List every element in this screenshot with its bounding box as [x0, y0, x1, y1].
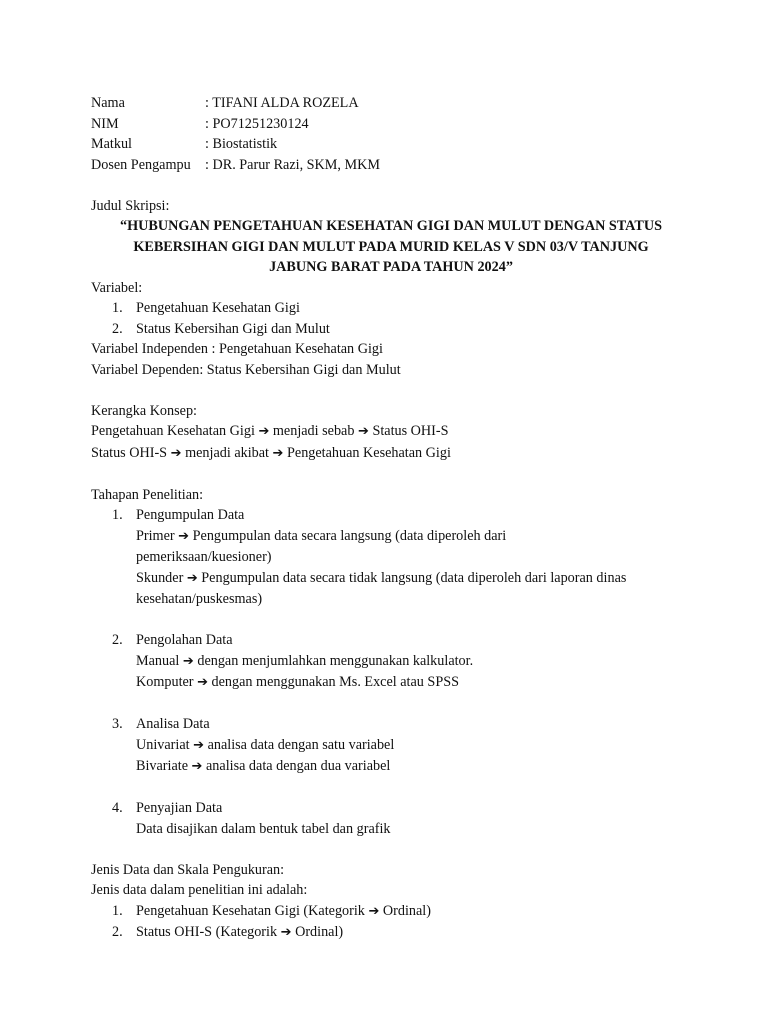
- text-segment: Pengumpulan data secara tidak langsung (data diperoleh dari laporan dinas: [197, 569, 627, 586]
- spacer: [91, 380, 691, 401]
- list-item: [91, 901, 691, 923]
- text-segment: Skunder: [136, 569, 187, 586]
- sub-line: [91, 568, 691, 590]
- list-number: 4.: [112, 800, 123, 816]
- list-item: [91, 714, 691, 735]
- text-segment: analisa data dengan dua variabel: [202, 758, 391, 774]
- list-item: [91, 922, 691, 944]
- list-item: [91, 630, 691, 651]
- text-segment: Ordinal): [379, 902, 431, 919]
- list-number: 1.: [112, 300, 123, 316]
- list-item: [91, 505, 691, 526]
- identity-row-dosen: [91, 155, 691, 176]
- arrow-right-icon: ➔: [178, 528, 190, 544]
- text-segment: Pengumpulan data secara langsung (data diperoleh dari: [189, 527, 507, 544]
- arrow-right-icon: ➔: [280, 925, 292, 940]
- text-segment: Status OHI-S: [91, 444, 171, 461]
- identity-label: Nama: [91, 95, 125, 111]
- list-text: Status Kebersihan Gigi dan Mulut: [136, 320, 330, 337]
- identity-row-matkul: [91, 134, 691, 155]
- arrow-right-icon: ➔: [170, 445, 182, 461]
- sub-line: [91, 651, 691, 673]
- variabel-dependen: Variabel Dependen: Status Kebersihan Gigi dan Mulut: [91, 361, 401, 378]
- identity-row-nim: [91, 114, 691, 135]
- identity-value: : Biostatistik: [205, 136, 278, 152]
- text-segment: analisa data dengan satu variabel: [204, 736, 395, 753]
- judul-line: JABUNG BARAT PADA TAHUN 2024”: [269, 259, 513, 275]
- identity-row-nama: [91, 93, 691, 114]
- arrow-right-icon: ➔: [258, 424, 270, 439]
- list-text: Analisa Data: [136, 716, 210, 732]
- sub-line: [91, 526, 691, 548]
- list-number: 2.: [112, 924, 123, 940]
- list-text: Pengumpulan Data: [136, 507, 245, 523]
- identity-label: Dosen Pengampu: [91, 156, 191, 173]
- list-text: [136, 901, 431, 923]
- spacer: [91, 464, 691, 485]
- list-number: 1.: [112, 507, 123, 523]
- spacer: [91, 839, 691, 860]
- kerangka-label: Kerangka Konsep:: [91, 402, 197, 419]
- text-segment: Pengetahuan Kesehatan Gigi (Kategorik: [136, 902, 369, 919]
- arrow-right-icon: ➔: [197, 675, 208, 690]
- spacer: [91, 694, 691, 715]
- identity-block: [91, 93, 691, 175]
- text-segment: Pengetahuan Kesehatan Gigi: [91, 423, 259, 439]
- sub-line: pemeriksaan/kuesioner): [136, 549, 272, 565]
- list-item: [91, 319, 691, 340]
- arrow-right-icon: ➔: [186, 570, 198, 586]
- variabel-label: Variabel:: [91, 279, 143, 296]
- judul-line: “HUBUNGAN PENGETAHUAN KESEHATAN GIGI DAN MULUT DENGAN STATUS: [120, 218, 662, 234]
- jenis-label: Jenis Data dan Skala Pengukuran:: [91, 861, 285, 878]
- text-segment: Status OHI-S (Kategorik: [136, 924, 281, 940]
- jenis-intro: Jenis data dalam penelitian ini adalah:: [91, 882, 308, 898]
- list-item: [91, 298, 691, 319]
- text-segment: dengan menggunakan Ms. Excel atau SPSS: [207, 674, 459, 690]
- document-content: [91, 93, 691, 944]
- arrow-right-icon: ➔: [182, 653, 194, 669]
- arrow-right-icon: ➔: [368, 903, 380, 919]
- list-number: 2.: [112, 320, 123, 337]
- list-number: 2.: [112, 632, 123, 648]
- identity-label: NIM: [91, 115, 119, 132]
- list-number: 3.: [112, 716, 123, 732]
- judul-label: Judul Skripsi:: [91, 197, 170, 214]
- variabel-independen: Variabel Independen : Pengetahuan Kesehatan Gigi: [91, 341, 383, 357]
- list-number: 1.: [112, 902, 123, 919]
- sub-line: kesehatan/puskesmas): [136, 591, 263, 607]
- sub-line: [91, 735, 691, 757]
- arrow-right-icon: ➔: [358, 424, 369, 439]
- list-text: Pengetahuan Kesehatan Gigi: [136, 300, 300, 316]
- list-text: Penyajian Data: [136, 800, 223, 816]
- spacer: [91, 175, 691, 196]
- spacer: [91, 778, 691, 799]
- judul-title: [91, 216, 691, 278]
- text-segment: Univariat: [136, 736, 194, 753]
- text-segment: Ordinal): [291, 924, 344, 940]
- sub-line: [91, 756, 691, 778]
- text-segment: menjadi akibat: [181, 444, 273, 461]
- identity-value: : TIFANI ALDA ROZELA: [205, 95, 359, 111]
- text-segment: Manual: [136, 652, 183, 669]
- list-text: Pengolahan Data: [136, 632, 233, 648]
- tahapan-label: Tahapan Penelitian:: [91, 486, 204, 503]
- kerangka-line: [91, 421, 691, 443]
- text-segment: Bivariate: [136, 758, 192, 774]
- list-text: [136, 922, 343, 944]
- list-item: [91, 798, 691, 819]
- arrow-right-icon: ➔: [272, 445, 284, 461]
- identity-value: : PO71251230124: [205, 115, 309, 132]
- identity-label: Matkul: [91, 136, 132, 152]
- text-segment: Primer: [136, 527, 179, 544]
- kerangka-line: [91, 443, 691, 465]
- text-segment: Pengetahuan Kesehatan Gigi: [283, 444, 451, 461]
- text-segment: Status OHI-S: [368, 423, 449, 439]
- text-segment: menjadi sebab: [269, 423, 358, 439]
- sub-line: [91, 672, 691, 694]
- judul-line: KEBERSIHAN GIGI DAN MULUT PADA MURID KELAS V SDN 03/V TANJUNG: [133, 238, 649, 255]
- arrow-right-icon: ➔: [193, 737, 205, 753]
- spacer: [91, 610, 691, 631]
- text-segment: dengan menjumlahkan menggunakan kalkulator.: [193, 652, 474, 669]
- sub-line: Data disajikan dalam bentuk tabel dan grafik: [136, 820, 391, 837]
- arrow-right-icon: ➔: [191, 759, 203, 774]
- text-segment: Komputer: [136, 674, 198, 690]
- identity-value: : DR. Parur Razi, SKM, MKM: [205, 156, 380, 173]
